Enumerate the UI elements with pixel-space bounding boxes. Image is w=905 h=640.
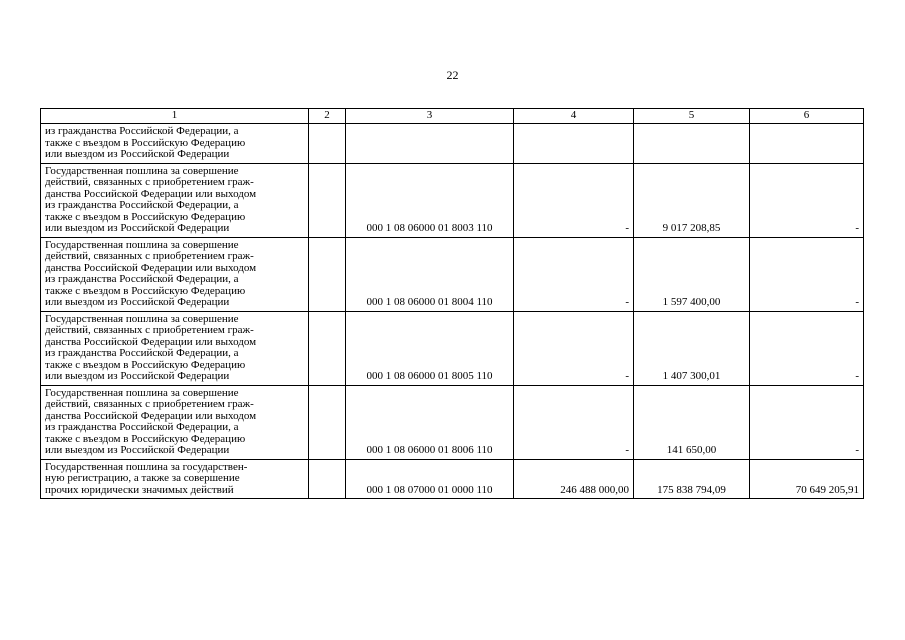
description-line: также с въездом в Российскую Федерацию xyxy=(45,136,246,149)
remaining-amount-cell: - xyxy=(750,163,864,237)
budget-code-cell: 000 1 08 06000 01 8005 110 xyxy=(346,311,514,385)
plan-amount-cell: - xyxy=(514,163,634,237)
description-line: Государственная пошлина за совершение xyxy=(45,312,239,325)
description-line: данства Российской Федерации или выходом xyxy=(45,261,257,274)
plan-amount-cell: - xyxy=(514,237,634,311)
executed-amount-cell: 9 017 208,85 xyxy=(634,163,750,237)
description-line: действий, связанных с приобретением граж- xyxy=(45,250,254,262)
executed-amount-cell: 175 838 794,09 xyxy=(634,459,750,499)
budget-code-cell xyxy=(346,124,514,164)
table-row xyxy=(41,459,864,499)
description-line: действий, связанных с приобретением граж- xyxy=(45,176,254,188)
description-line: данства Российской Федерации или выходом xyxy=(45,187,257,200)
plan-amount-cell: 246 488 000,00 xyxy=(514,459,634,499)
table-row xyxy=(41,311,864,385)
description-line: данства Российской Федерации или выходом xyxy=(45,409,257,422)
table-row xyxy=(41,385,864,459)
description-line: также с въездом в Российскую Федерацию xyxy=(45,284,246,297)
page-number: 22 xyxy=(446,68,459,82)
header-cell-2: 2 xyxy=(309,109,346,124)
description-line: также с въездом в Российскую Федерацию xyxy=(45,432,246,445)
budget-code-cell: 000 1 08 06000 01 8006 110 xyxy=(346,385,514,459)
description-line: из гражданства Российской Федерации, а xyxy=(45,421,239,433)
header-cell-3: 3 xyxy=(346,109,514,124)
description-line: из гражданства Российской Федерации, а xyxy=(45,199,239,211)
header-cell-5: 5 xyxy=(634,109,750,124)
description-cell xyxy=(41,124,309,164)
column-2-cell xyxy=(309,124,346,164)
budget-table xyxy=(40,108,864,499)
column-2-cell xyxy=(309,385,346,459)
description-line: или выездом из Российской Федерации xyxy=(45,222,230,234)
table-row xyxy=(41,124,864,164)
description-line: действий, связанных с приобретением граж- xyxy=(45,398,254,410)
description-cell xyxy=(41,459,309,499)
executed-amount-cell: 141 650,00 xyxy=(634,385,750,459)
description-line: ную регистрацию, а также за совершение xyxy=(45,472,240,484)
table-body xyxy=(41,109,864,499)
description-line: из гражданства Российской Федерации, а xyxy=(45,273,239,285)
description-line: действий, связанных с приобретением граж- xyxy=(45,324,254,336)
budget-code-cell: 000 1 08 06000 01 8003 110 xyxy=(346,163,514,237)
column-2-cell xyxy=(309,311,346,385)
plan-amount-cell xyxy=(514,124,634,164)
table-row xyxy=(41,163,864,237)
description-line: также с въездом в Российскую Федерацию xyxy=(45,358,246,371)
description-cell xyxy=(41,385,309,459)
budget-code-cell: 000 1 08 06000 01 8004 110 xyxy=(346,237,514,311)
table-row xyxy=(41,237,864,311)
executed-amount-cell: 1 407 300,01 xyxy=(634,311,750,385)
plan-amount-cell: - xyxy=(514,385,634,459)
description-line: из гражданства Российской Федерации, а xyxy=(45,125,239,137)
description-line: или выездом из Российской Федерации xyxy=(45,148,230,160)
executed-amount-cell: 1 597 400,00 xyxy=(634,237,750,311)
description-line: Государственная пошлина за совершение xyxy=(45,386,239,399)
description-cell xyxy=(41,163,309,237)
remaining-amount-cell: - xyxy=(750,311,864,385)
plan-amount-cell: - xyxy=(514,311,634,385)
description-line: Государственная пошлина за государствен- xyxy=(45,460,248,473)
description-line: Государственная пошлина за совершение xyxy=(45,164,239,177)
header-cell-1: 1 xyxy=(41,109,309,124)
column-2-cell xyxy=(309,163,346,237)
description-line: или выездом из Российской Федерации xyxy=(45,296,230,308)
description-line: или выездом из Российской Федерации xyxy=(45,370,230,382)
description-line: данства Российской Федерации или выходом xyxy=(45,335,257,348)
description-line: Государственная пошлина за совершение xyxy=(45,238,239,251)
description-line: из гражданства Российской Федерации, а xyxy=(45,347,239,359)
executed-amount-cell xyxy=(634,124,750,164)
remaining-amount-cell: - xyxy=(750,385,864,459)
description-line: или выездом из Российской Федерации xyxy=(45,444,230,456)
description-cell xyxy=(41,237,309,311)
column-2-cell xyxy=(309,237,346,311)
description-line: также с въездом в Российскую Федерацию xyxy=(45,210,246,223)
column-2-cell xyxy=(309,459,346,499)
remaining-amount-cell xyxy=(750,124,864,164)
table-header-row xyxy=(41,109,864,124)
header-cell-4: 4 xyxy=(514,109,634,124)
remaining-amount-cell: 70 649 205,91 xyxy=(750,459,864,499)
remaining-amount-cell: - xyxy=(750,237,864,311)
description-line: прочих юридически значимых действий xyxy=(45,483,234,496)
description-cell xyxy=(41,311,309,385)
budget-code-cell: 000 1 08 07000 01 0000 110 xyxy=(346,459,514,499)
header-cell-6: 6 xyxy=(750,109,864,124)
